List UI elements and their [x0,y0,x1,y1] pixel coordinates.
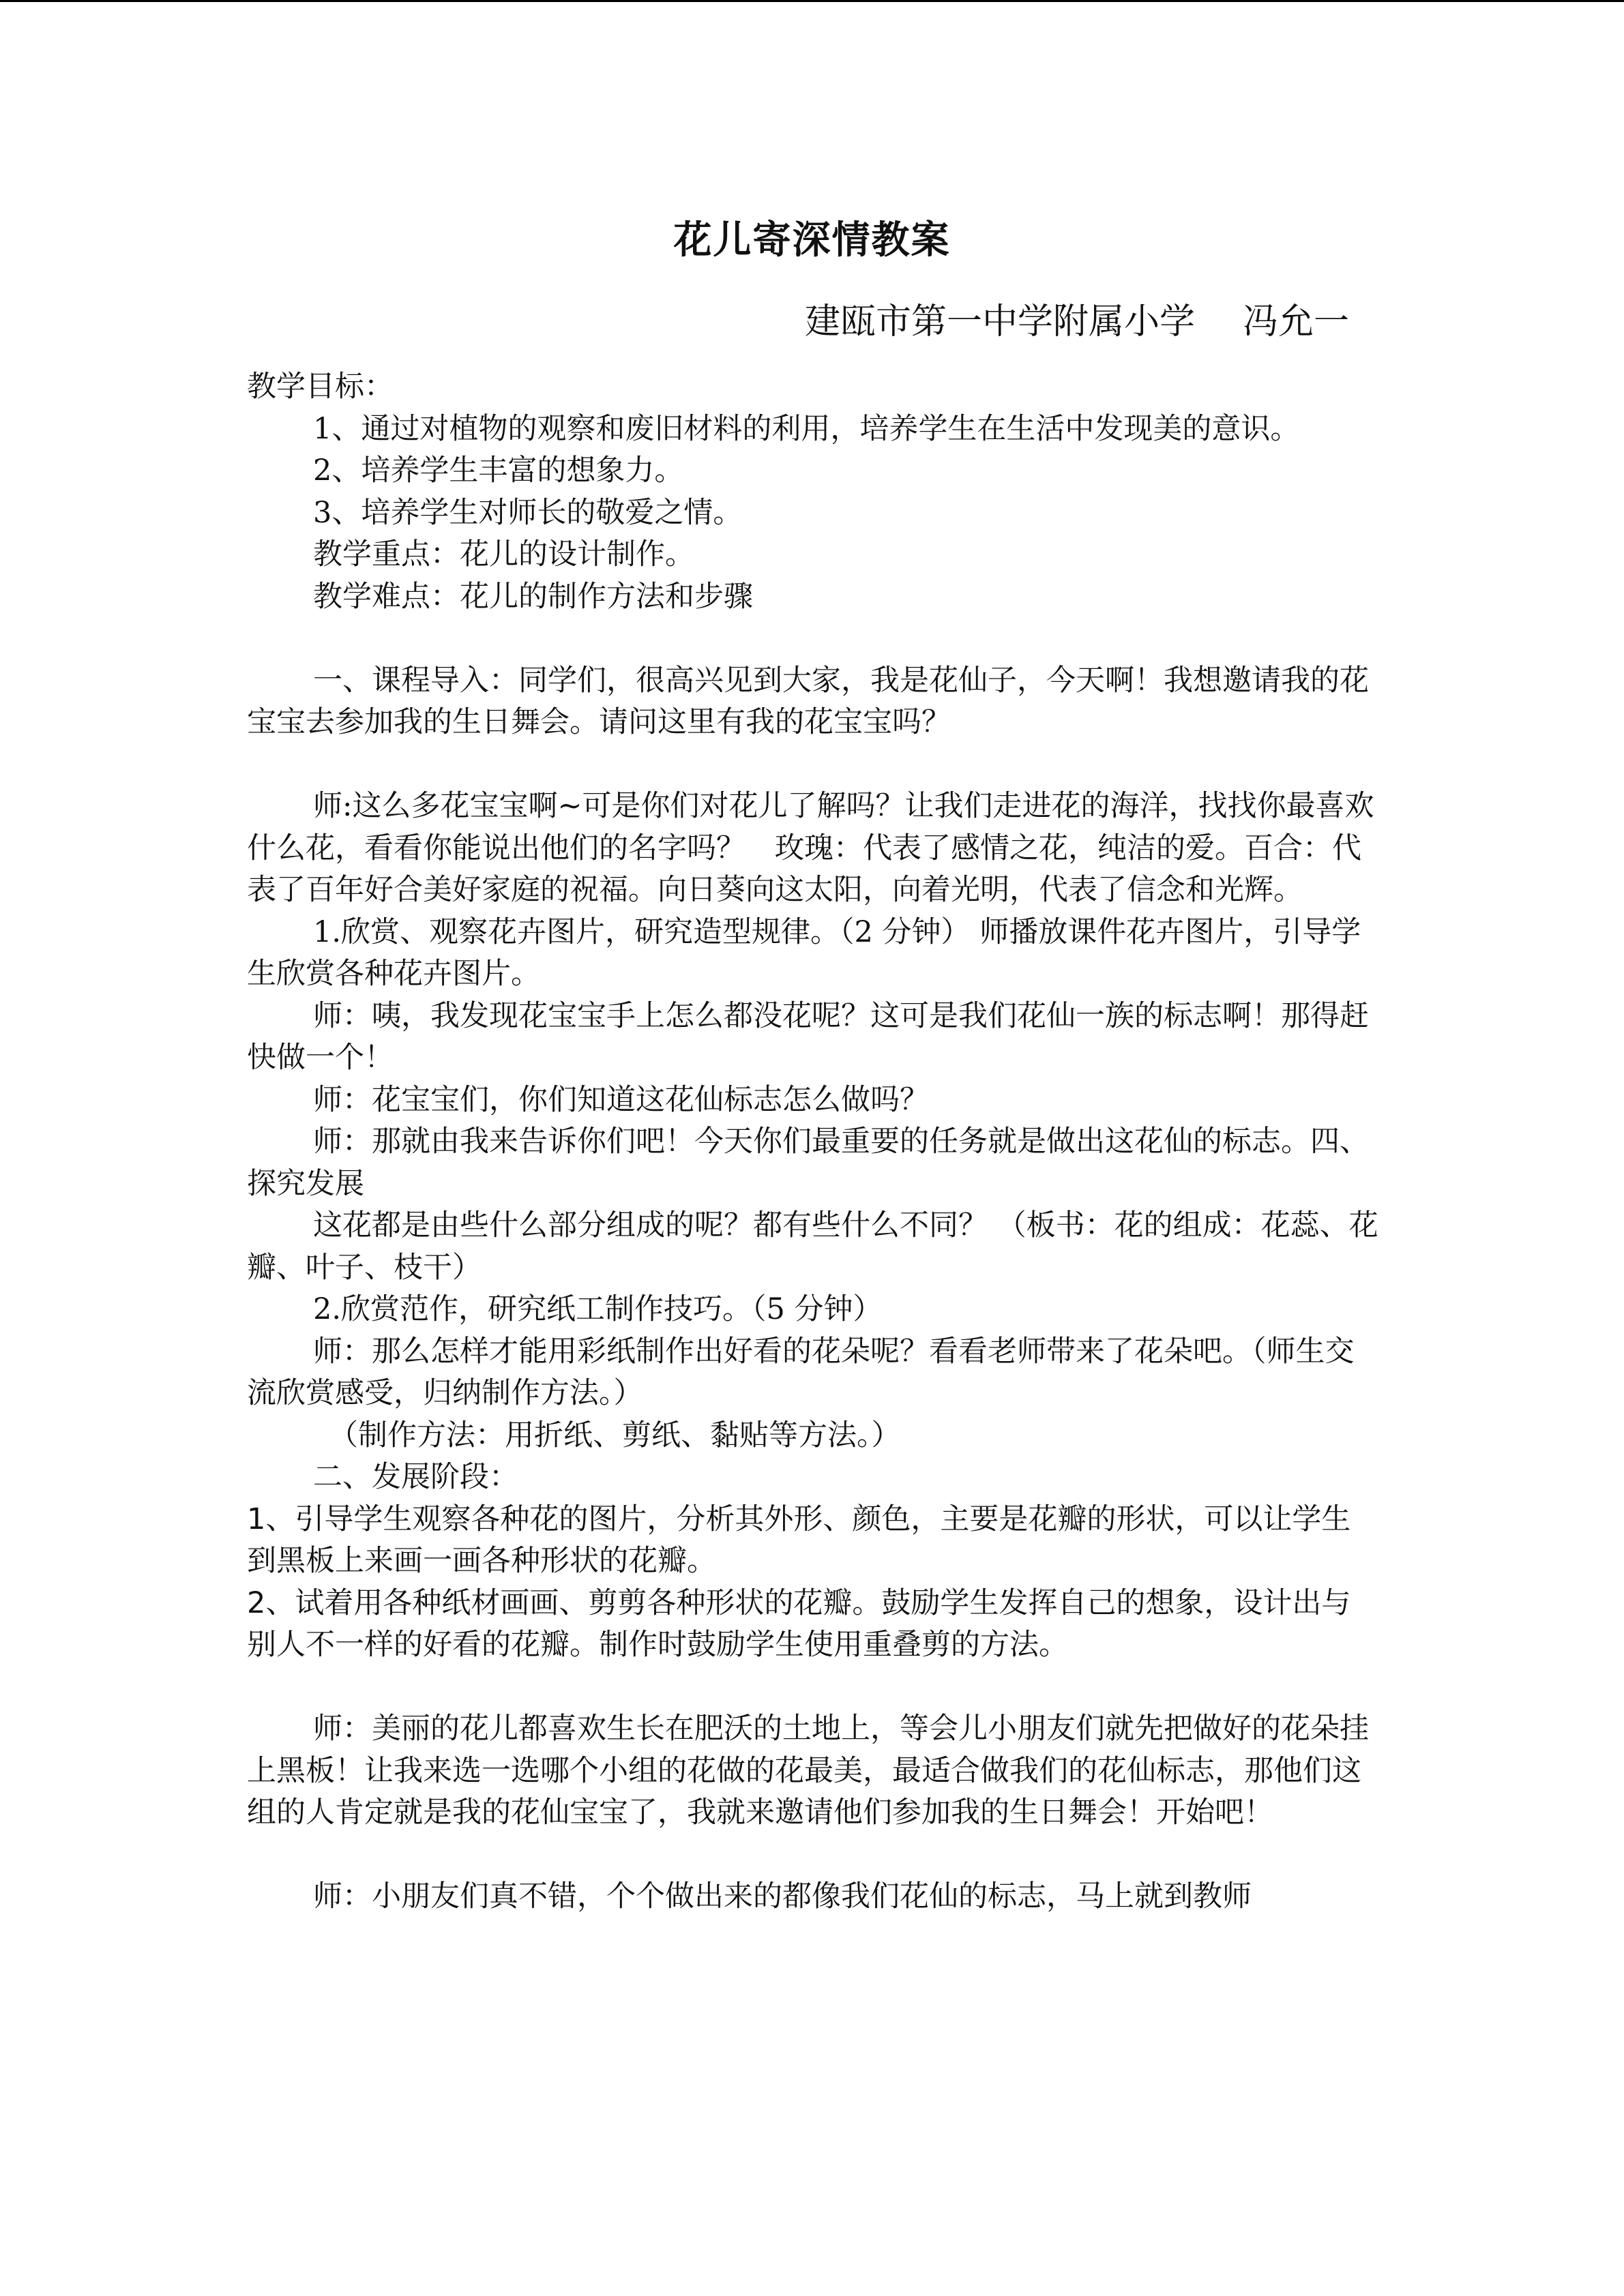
paragraph: 师：那么怎样才能用彩纸制作出好看的花朵呢？看看老师带来了花朵吧。（师生交流欣赏感受，归纳制作方法。） [247,1334,1355,1410]
paragraph: 2.欣赏范作，研究纸工制作技巧。（5 分钟） [313,1292,883,1326]
paragraph: （制作方法：用折纸、剪纸、黏贴等方法。） [329,1418,901,1452]
paragraph: 师：咦，我发现花宝宝手上怎么都没花呢？这可是我们花仙一族的标志啊！那得赶快做一个！ [247,998,1369,1075]
paragraph: 师：美丽的花儿都喜欢生长在肥沃的土地上，等会儿小朋友们就先把做好的花朵挂上黑板！让我来选一选哪个小组的花做的花最美，最适合做我们的花仙标志，那他们这组的人肯定就是我的花仙宝宝了，我就来邀请他们参加我的生日舞会！开始吧！ [247,1712,1369,1830]
paragraph: 这花都是由些什么部分组成的呢？都有些什么不同？ （板书：花的组成：花蕊、花瓣、叶子、枝干） [247,1208,1378,1285]
paragraph: 一、课程导入：同学们，很高兴见到大家，我是花仙子，今天啊！我想邀请我的花宝宝去参加我的生日舞会。请问这里有我的花宝宝吗？ [247,663,1369,739]
paragraph: 师:这么多花宝宝啊~可是你们对花儿了解吗？让我们走进花的海洋，找找你最喜欢什么花，看看你能说出他们的名字吗？ 玫瑰：代表了感情之花，纯洁的爱。百合：代表了百年好合美好家庭的祝福。向日葵向这太阳，向着光明，代表了信念和光辉。 [247,789,1374,907]
list-item: 2、试着用各种纸材画画、剪剪各种形状的花瓣。鼓励学生发挥自己的想象，设计出与别人不一样的好看的花瓣。制作时鼓励学生使用重叠剪的方法。 [247,1585,1351,1662]
section-heading: 二、发展阶段： [313,1460,518,1494]
paragraph: 2、培养学生丰富的想象力。 [313,453,684,488]
paragraph: 教学难点：花儿的制作方法和步骤 [313,579,753,614]
section-heading: 教学目标： [247,370,394,404]
paragraph: 师：小朋友们真不错，个个做出来的都像我们花仙的标志，马上就到教师 [313,1879,1252,1913]
document-body [247,366,1379,1918]
list-item: 1、引导学生观察各种花的图片，分析其外形、颜色，主要是花瓣的形状，可以让学生到黑板上来画一画各种形状的花瓣。 [247,1502,1351,1578]
paragraph: 师：花宝宝们，你们知道这花仙标志怎么做吗？ [313,1082,929,1117]
page-top-border [0,0,1624,2]
paragraph: 1、通过对植物的观察和废旧材料的利用，培养学生在生活中发现美的意识。 [313,411,1300,446]
paragraph: 教学重点：花儿的设计制作。 [313,537,694,571]
page-title: 花儿寄深情教案 [673,218,951,263]
author-line [805,295,1349,349]
paragraph: 师：那就由我来告诉你们吧！今天你们最重要的任务就是做出这花仙的标志。四、探究发展 [247,1124,1369,1201]
author-name: 冯允一 [1243,301,1350,342]
paragraph: 1.欣赏、观察花卉图片，研究造型规律。（2 分钟） 师播放课件花卉图片，引导学生欣赏各种花卉图片。 [247,914,1361,991]
school-name: 建瓯市第一中学附属小学 [805,301,1196,342]
paragraph: 3、培养学生对师长的敬爱之情。 [313,495,743,530]
